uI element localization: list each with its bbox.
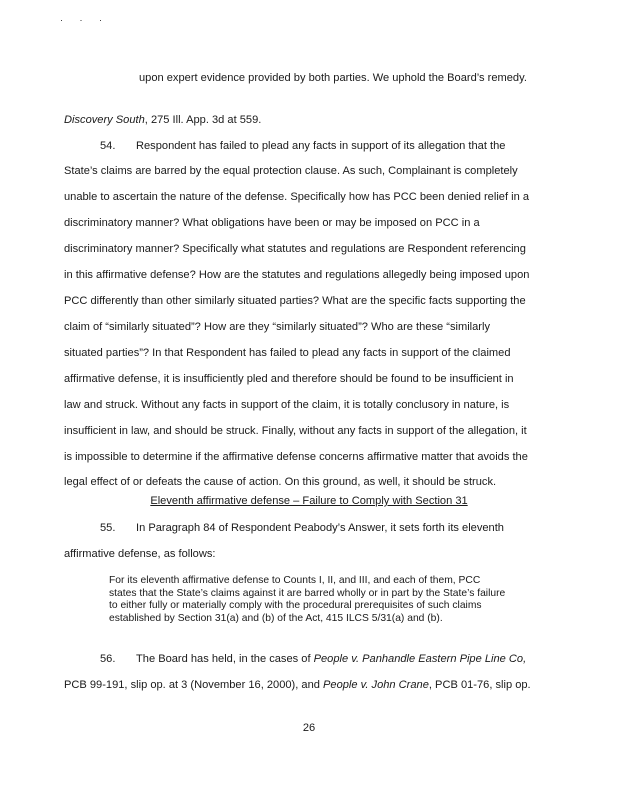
- para54-line: unable to ascertain the nature of the defense. Specifically how has PCC been denied relief in a: [64, 191, 530, 203]
- para56-text: The Board has held, in the cases of: [136, 653, 314, 665]
- para55-line: affirmative defense, as follows:: [64, 548, 216, 560]
- citation-case-name: Discovery South: [64, 114, 145, 126]
- para56-first-line: [100, 653, 526, 666]
- section-heading: [0, 495, 618, 507]
- para54-line: in this affirmative defense? How are the statutes and regulations allegedly being imposed upon: [64, 269, 530, 281]
- para55-line: In Paragraph 84 of Respondent Peabody’s Answer, it sets forth its eleventh: [136, 522, 504, 534]
- page-number: 26: [302, 722, 316, 734]
- para54-line: PCC differently than other similarly situated parties? What are the specific facts supporting the: [64, 295, 526, 307]
- citation-line: [64, 114, 261, 127]
- header-marks: · · ·: [60, 15, 109, 25]
- para56-case1: People v. Panhandle Eastern Pipe Line Co,: [313, 653, 527, 665]
- block-quote-line: to either fully or materially comply with the procedural prerequisites of such claims: [109, 600, 482, 611]
- para54-number: 54.: [100, 140, 116, 152]
- para55-number: 55.: [100, 522, 116, 534]
- para56-text: PCB 99-191, slip op. at 3 (November 16, 2000), and: [64, 679, 324, 691]
- para54-line: Respondent has failed to plead any facts in support of its allegation that the: [136, 140, 506, 152]
- para54-line: law and struck. Without any facts in support of the claim, it is totally conclusory in nature, is: [64, 399, 510, 411]
- block-quote-line: established by Section 31(a) and (b) of the Act, 415 ILCS 5/31(a) and (b).: [109, 612, 443, 624]
- para54-first-line: [100, 140, 505, 153]
- para56-case2: People v. John Crane: [323, 679, 429, 691]
- section-heading-text: Eleventh affirmative defense – Failure to Comply with Section 31: [150, 495, 468, 507]
- para54-line: discriminatory manner? What obligations have been or may be imposed on PCC in a: [64, 217, 480, 229]
- para54-line: State’s claims are barred by the equal protection clause. As such, Complainant is completely: [64, 165, 518, 177]
- para54-line: affirmative defense, it is insufficiently pled and therefore should be found to be insufficient in: [64, 373, 514, 385]
- quote-end-line: upon expert evidence provided by both parties. We uphold the Board’s remedy.: [139, 72, 527, 84]
- para55-first-line: [100, 522, 504, 535]
- para56-second-line: [64, 679, 531, 692]
- block-quote-line: states that the State’s claims against it are barred wholly or in part by the State’s failure: [109, 587, 506, 599]
- citation-rest: , 275 Ill. App. 3d at 559.: [144, 114, 262, 126]
- para54-line: claim of “similarly situated”? How are they “similarly situated”? Who are these “similarly: [64, 321, 490, 333]
- block-quote-line: For its eleventh affirmative defense to Counts I, II, and III, and each of them, PCC: [109, 575, 481, 586]
- block-quote: [109, 575, 529, 625]
- para54-line: is impossible to determine if the affirmative defense concerns affirmative matter that avoids the: [64, 451, 528, 463]
- para56-number: 56.: [100, 653, 116, 665]
- para54-line: legal effect of or defeats the cause of action. On this ground, as well, it should be struck.: [64, 476, 497, 488]
- para56-text: , PCB 01-76, slip op.: [428, 679, 531, 691]
- para54-line: discriminatory manner? Specifically what statutes and regulations are Respondent referencing: [64, 243, 526, 255]
- para54-line: insufficient in law, and should be struck. Finally, without any facts in support of the allegation, it: [64, 425, 527, 437]
- para54-line: situated parties”? In that Respondent has failed to plead any facts in support of the claimed: [64, 347, 511, 359]
